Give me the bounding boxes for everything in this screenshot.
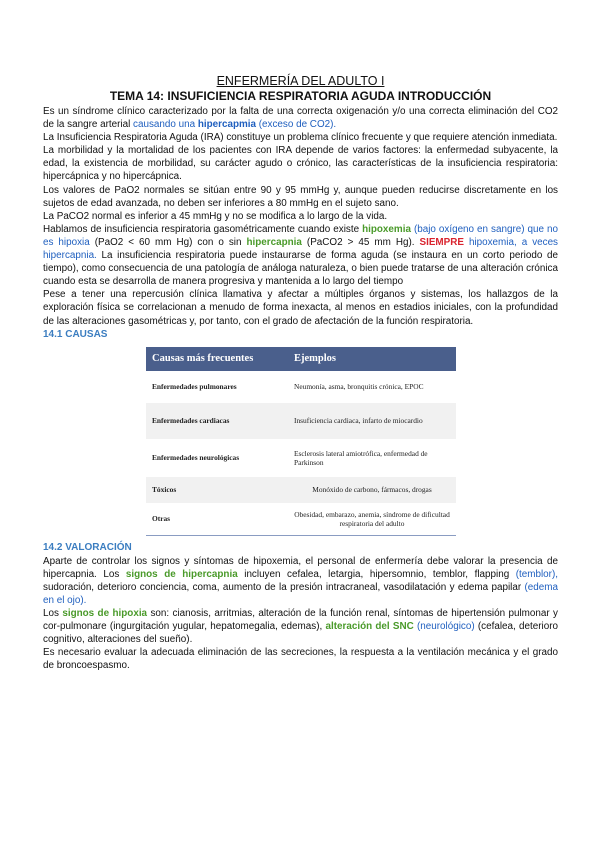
course-title: ENFERMERÍA DEL ADULTO I <box>216 74 385 88</box>
text-run: (PaCO2 > 45 mm Hg). <box>301 236 420 248</box>
highlight-text: hipoxemia, a veces hipercapnia. <box>43 236 558 262</box>
paragraph-exploration: Pese a tener una repercusión clínica llamativa y afectar a múltiples órganos y sistemas, los hallazgos de la exploración física se correlacionan a menudo de forma inexacta, al menos en estadios iniciales, con la profundidad de las alteraciones gasométricas y, por tanto, con el grado de afectación de la función respiratoria. <box>43 289 558 327</box>
highlight-text: causando una <box>133 119 198 131</box>
text-run: Es un síndrome clínico caracterizado por la falta de una correcta oxigenación y/o una correcta eliminación del CO2 de la sangre arterial <box>43 106 558 131</box>
text-run: Hablamos de insuficiencia respiratoria gasométricamente cuando existe <box>43 223 363 235</box>
paragraph-ira: La Insuficiencia Respiratoria Aguda (IRA) constituye un problema clínico frecuente y que requiere atención inmediata. <box>43 132 558 144</box>
table-cell: Tóxicos <box>146 477 288 503</box>
paragraph-morbidity: La morbilidad y la mortalidad de los pacientes con IRA depende de varios factores: la enfermedad subyacente, la edad, la existencia de morbilidad, su carácter agudo o crónico, las características de la insuficiencia respiratoria: hipercápnica y no hipercápnica. <box>43 145 558 183</box>
table-cell: Monóxido de carbono, fármacos, drogas <box>288 477 456 503</box>
table-header-row <box>146 347 456 371</box>
table-row <box>146 503 456 536</box>
highlight-text: (neurológico) <box>413 621 475 633</box>
topic-title: TEMA 14: INSUFICIENCIA RESPIRATORIA AGUDA INTRODUCCIÓN <box>109 89 492 103</box>
document-page <box>43 74 558 672</box>
text-run: (PaO2 < 60 mm Hg) con o sin <box>89 236 247 248</box>
table-cell: Enfermedades neurológicas <box>146 439 288 477</box>
keyword-hipercapmia: hipercapmia <box>197 119 257 131</box>
paragraph-definition <box>43 105 558 131</box>
table-header-cell: Causas más frecuentes <box>146 347 288 371</box>
highlight-text: (exceso de CO2). <box>256 119 337 131</box>
table-header-cell: Ejemplos <box>288 347 456 371</box>
table-row <box>146 439 456 477</box>
keyword-hipoxemia: hipoxemia <box>362 223 411 235</box>
text-run: Aparte de controlar los signos y síntomas de hipoxemia, el personal de enfermería debe valorar la presencia de hipercapnia. Los <box>43 555 558 580</box>
paragraph-hypoxia-signs <box>43 607 558 646</box>
paragraph-hypercapnia-signs <box>43 555 558 607</box>
section-heading-valoracion: 14.2 VALORACIÓN <box>43 541 132 553</box>
table-cell: Enfermedades pulmonares <box>146 371 288 403</box>
text-run: sudoración, deterioro conciencia, coma, aumento de la presión intracraneal, vasodilatación y edema papilar <box>43 581 525 593</box>
paragraph-paco2: La PaCO2 normal es inferior a 45 mmHg y no se modifica a lo largo de la vida. <box>43 210 388 222</box>
section-heading-causas: 14.1 CAUSAS <box>43 328 108 340</box>
table-cell: Esclerosis lateral amiotrófica, enfermedad de Parkinson <box>288 439 456 477</box>
table-cell: Neumonía, asma, bronquitis crónica, EPOC <box>288 371 456 403</box>
text-run: Los <box>43 607 63 619</box>
table-row <box>146 477 456 503</box>
table-row <box>146 371 456 403</box>
keyword-hipercapnia: hipercapnia <box>246 236 302 248</box>
table-row <box>146 403 456 439</box>
table-cell: Otras <box>146 503 288 536</box>
highlight-text: (temblor), <box>515 568 558 580</box>
paragraph-gasometric <box>43 223 558 288</box>
table-cell: Obesidad, embarazo, anemia, síndrome de dificultad respiratoria del adulto <box>288 503 456 536</box>
paragraph-secretions: Es necesario evaluar la adecuada eliminación de las secreciones, la respuesta a la ventilación mecánica y el grado de broncoespasmo. <box>43 647 558 672</box>
table-cell: Enfermedades cardiacas <box>146 403 288 439</box>
keyword-signos-hipercapnia: signos de hipercapnia <box>125 568 238 580</box>
text-run: La insuficiencia respiratoria puede instaurarse de forma aguda (se instaura en un corto periodo de tiempo), como consecuencia de una patología de análoga naturaleza, o bien puede tratarse de una alteración crónica cuando esta se desarrolla de manera progresiva y mantenida a lo largo del tiempo <box>43 250 558 288</box>
paragraph-pao2: Los valores de PaO2 normales se sitúan entre 90 y 95 mmHg y, aunque pueden reducirse discretamente en los sujetos de edad avanzada, no deben ser inferiores a 80 mmHg en el sujeto sano. <box>43 184 558 209</box>
causes-table <box>146 347 456 536</box>
text-run: incluyen cefalea, letargia, hipersomnio, temblor, flapping <box>237 568 516 580</box>
highlight-text: (edema en el ojo). <box>43 581 558 606</box>
highlight-text: (bajo oxígeno en sangre) que no es hipoxia <box>43 223 558 248</box>
keyword-signos-hipoxia: signos de hipoxia <box>62 607 148 619</box>
text-run: son: cianosis, arritmias, alteración de la función renal, síntomas de hipertensión pulmonar y cor-pulmonare (ingurgitación yugular, hepatomegalia, edemas), <box>43 607 558 633</box>
text-run: (cefalea, deterioro cognitivo, alteraciones del sueño). <box>43 621 558 646</box>
keyword-alteracion-snc: alteración del SNC <box>325 621 414 633</box>
table-cell: Insuficiencia cardiaca, infarto de miocardio <box>288 403 456 439</box>
keyword-siempre: SIEMPRE <box>419 236 464 248</box>
